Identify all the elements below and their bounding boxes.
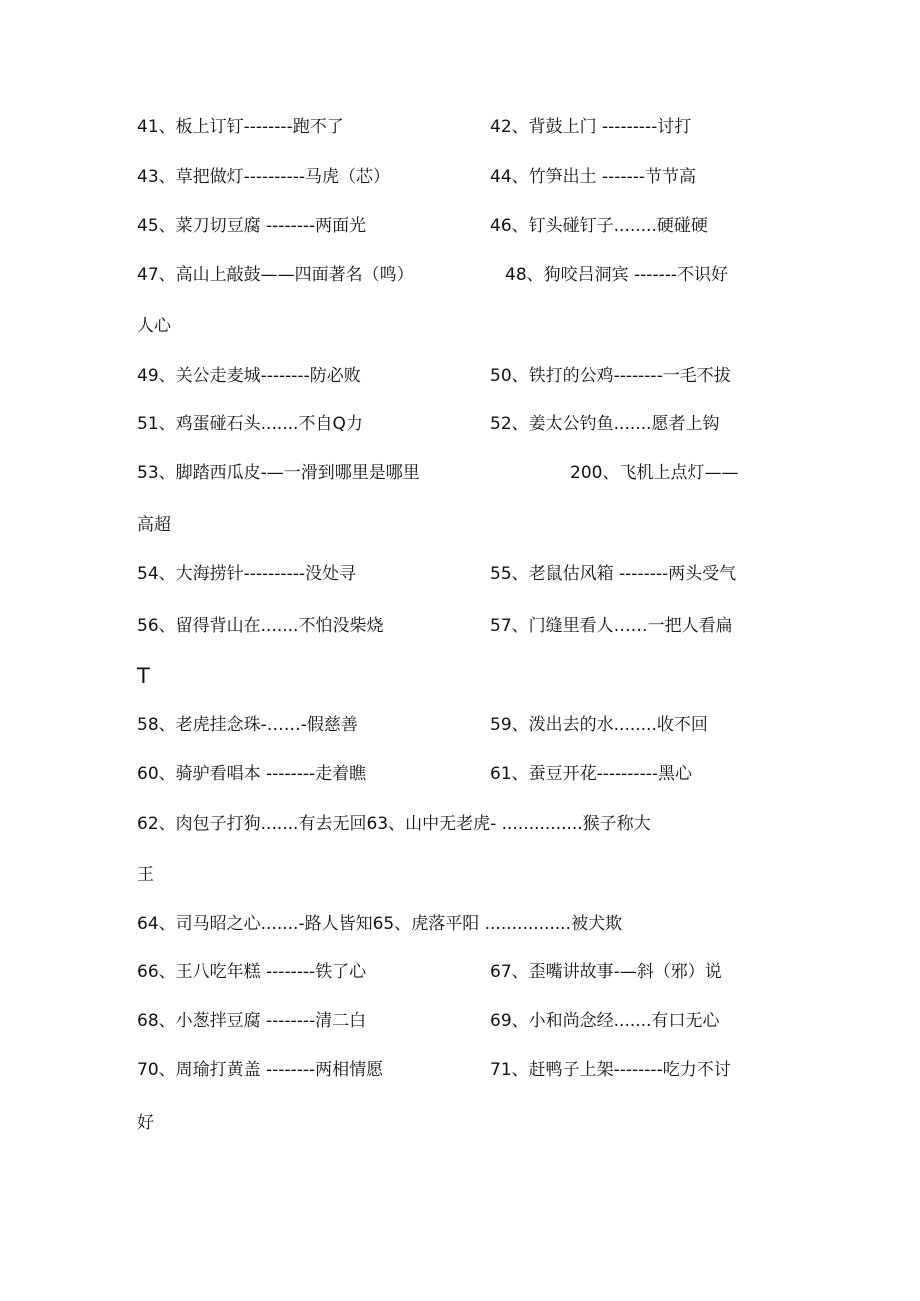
idiom-64-65: 64、司马昭之心.......-路人皆知65、虎落平阳 ................被犬欺 — [137, 914, 623, 934]
idiom-69: 69、小和尚念经.......有口无心 — [490, 1011, 720, 1031]
idiom-49: 49、关公走麦城--------防必败 — [137, 366, 361, 386]
idiom-45: 45、菜刀切豆腐 --------两面光 — [137, 216, 367, 236]
idiom-66: 66、王八吃年糕 --------铁了心 — [137, 962, 367, 982]
idiom-58: 58、老虎挂念珠-……-假慈善 — [137, 715, 358, 735]
idiom-53: 53、脚踏西瓜皮-—一滑到哪里是哪里 — [137, 463, 420, 483]
idiom-68: 68、小葱拌豆腐 --------清二白 — [137, 1011, 367, 1031]
idiom-44: 44、竹笋出土 -------节节高 — [490, 167, 696, 187]
idiom-55: 55、老鼠估风箱 --------两头受气 — [490, 564, 737, 584]
idiom-57: 57、门缝里看人……一把人看扁 — [490, 616, 733, 636]
idiom-42: 42、背鼓上门 ---------讨打 — [490, 117, 692, 137]
idiom-41: 41、板上订钉--------跑不了 — [137, 117, 344, 137]
idiom-46: 46、钉头碰钉子........硬碰硬 — [490, 216, 708, 236]
idiom-56: 56、留得背山在.......不怕没柴烧 — [137, 616, 384, 636]
idiom-43: 43、草把做灯----------马虎（芯） — [137, 167, 390, 187]
wrap-text: T — [137, 664, 150, 688]
idiom-48: 48、狗咬吕洞宾 -------不识好 — [505, 265, 728, 285]
idiom-47: 47、高山上敲鼓——四面著名（鸣） — [137, 265, 414, 285]
idiom-67: 67、歪嘴讲故事-—斜（邪）说 — [490, 962, 722, 982]
idiom-51: 51、鸡蛋碰石头.......不自Q力 — [137, 414, 363, 434]
idiom-61: 61、蚕豆开花----------黑心 — [490, 764, 692, 784]
idiom-62-63: 62、肉包子打狗.......有去无回63、山中无老虎- ...............猴子称大 — [137, 814, 651, 834]
idiom-59: 59、泼出去的水........收不回 — [490, 715, 708, 735]
wrap-text: 人心 — [137, 316, 171, 336]
idiom-50: 50、铁打的公鸡--------一毛不拔 — [490, 366, 731, 386]
idiom-200: 200、飞机上点灯—— — [570, 463, 739, 483]
idiom-60: 60、骑驴看唱本 --------走着瞧 — [137, 764, 367, 784]
idiom-54: 54、大海捞针----------没处寻 — [137, 564, 356, 584]
wrap-text: 王 — [137, 865, 154, 885]
idiom-52: 52、姜太公钓鱼.......愿者上钩 — [490, 414, 720, 434]
idiom-70: 70、周瑜打黄盖 --------两相情愿 — [137, 1060, 384, 1080]
wrap-text: 高超 — [137, 515, 171, 535]
idiom-71: 71、赶鸭子上架--------吃力不讨 — [490, 1060, 731, 1080]
wrap-text: 好 — [137, 1113, 154, 1133]
